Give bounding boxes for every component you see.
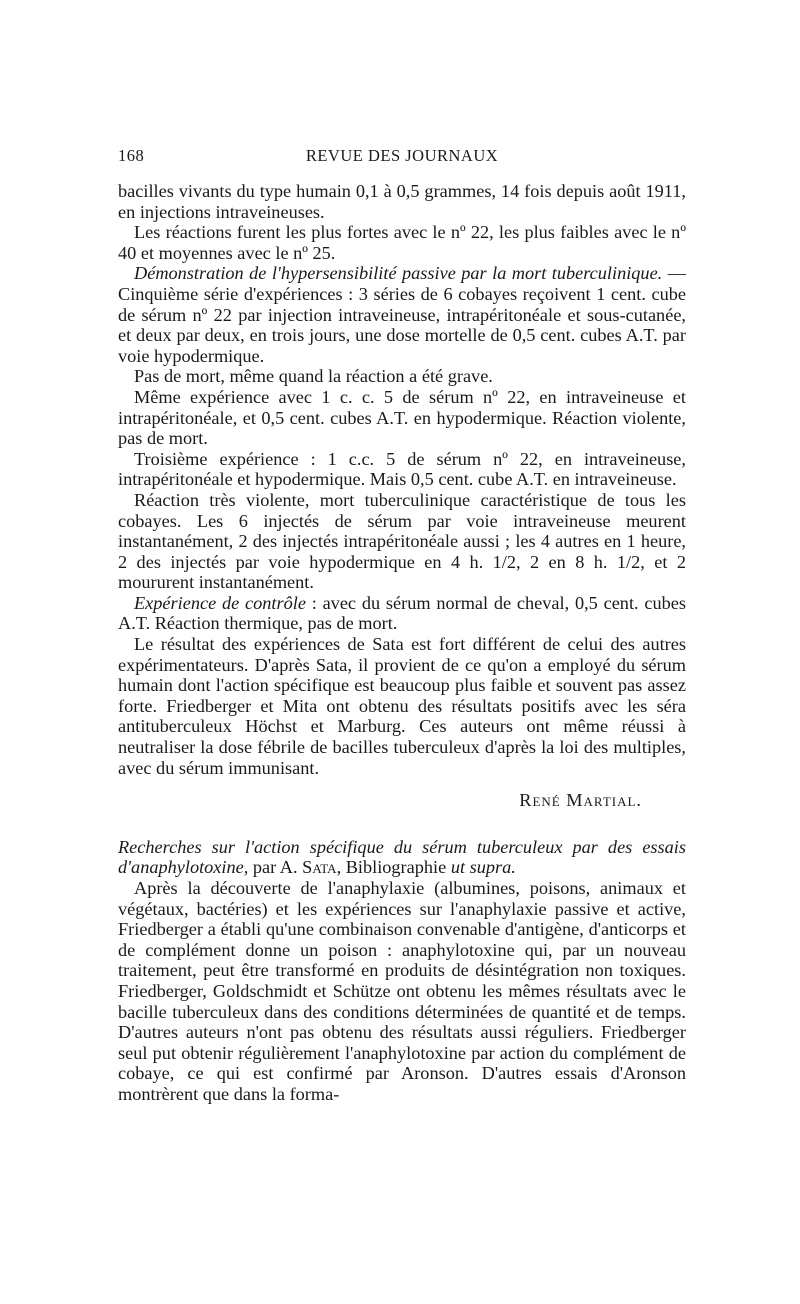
review-biblio: , Bibliographie	[336, 857, 451, 878]
review-author: Sata	[302, 857, 337, 878]
review-by: par A.	[248, 857, 303, 878]
paragraph: bacilles vivants du type humain 0,1 à 0,5 grammes, 14 fois depuis août 1911, en injections intraveineuses.	[118, 181, 686, 222]
paragraph: Le résultat des expériences de Sata est fort différent de celui des autres expérimentateurs. D'après Sata, il provient de ce qu'on a employé du sérum humain dont l'action spécifique est beaucoup plus faible et souvent pas assez forte. Friedberger et Mita ont obtenu des résultats positifs avec les séra antituberculeux Höchst et Marburg. Ces auteurs ont même réussi à neutraliser la dose fébrile de bacilles tuberculeux d'après la loi des multiples, avec du sérum immunisant.	[118, 634, 686, 778]
paragraph: Pas de mort, même quand la réaction a été grave.	[134, 366, 493, 387]
running-title: REVUE DES JOURNAUX	[305, 146, 499, 165]
paragraph: Même expérience avec 1 c. c. 5 de sérum nº 22, en intraveineuse et intrapéritonéale, et 0,5 cent. cubes A.T. en hypodermique. Réaction violente, pas de mort.	[118, 386, 686, 449]
section-title: Démonstration de l'hypersensibilité passive par la mort tuberculinique.	[134, 263, 663, 284]
page-header	[118, 146, 686, 170]
paragraph: Réaction très violente, mort tuberculinique caractéristique de tous les cobayes. Les 6 injectés de sérum par voie intraveineuse meurent instantanément, 2 des injectés intrapéritonéale aussi ; les 4 autres en 1 heure, 2 des injectés par voie hypodermique en 4 h. 1/2, 2 en 8 h. 1/2, et 2 moururent instantanément.	[118, 489, 686, 593]
author-signature: René Martial.	[519, 790, 642, 811]
article-body	[118, 181, 686, 1105]
paragraph	[118, 263, 686, 366]
section-title: Expérience de contrôle	[134, 592, 306, 613]
paragraph	[118, 593, 686, 634]
paragraph: Troisième expérience : 1 c.c. 5 de sérum nº 22, en intraveineuse, intrapéritonéale et hypodermique. Mais 0,5 cent. cube A.T. en intraveineuse.	[118, 448, 686, 490]
paragraph: Après la découverte de l'anaphylaxie (albumines, poisons, animaux et végétaux, bactéries) et les expériences sur l'anaphylaxie passive et active, Friedberger a établi qu'une combinaison convenable d'antigène, d'anticorps et de complément donne un poison : anaphylotoxine qui, par un nouveau traitement, peut être transformé en produits de désintégration non toxiques. Friedberger, Goldschmidt et Schütze ont obtenu les mêmes résultats avec le bacille tuberculeux dans des conditions déterminées de quantité et de temps. D'autres auteurs n'ont pas obtenu des résultats aussi réguliers. Friedberger seul put obtenir régulièrement l'anaphylotoxine par action du complément de cobaye, ce qui est confirmé par Aronson. D'autres essais d'Aronson montrèrent que dans la forma-	[118, 878, 686, 1104]
review-ut-supra: ut supra.	[450, 857, 516, 878]
review-heading	[118, 837, 686, 878]
paragraph-text: : avec du sérum normal de cheval, 0,5 cent. cubes A.T. Réaction thermique, pas de mort.	[118, 592, 686, 634]
paragraph: Les réactions furent les plus fortes avec le nº 22, les plus faibles avec le nº 40 et moyennes avec le nº 25.	[118, 222, 686, 263]
review-title: Recherches sur l'action spécifique du sérum tuberculeux par des essais d'anaphylotoxine,	[118, 836, 686, 878]
page-number: 168	[118, 146, 145, 165]
paragraph-text: — Cinquième série d'expériences : 3 séries de 6 cobayes reçoivent 1 cent. cube de sérum nº 22 par injection intraveineuse, intrapéritonéale et sous-cutanée, et deux par deux, en trois jours, une dose mortelle de 0,5 cent. cubes A.T. par voie hypodermique.	[118, 263, 686, 366]
